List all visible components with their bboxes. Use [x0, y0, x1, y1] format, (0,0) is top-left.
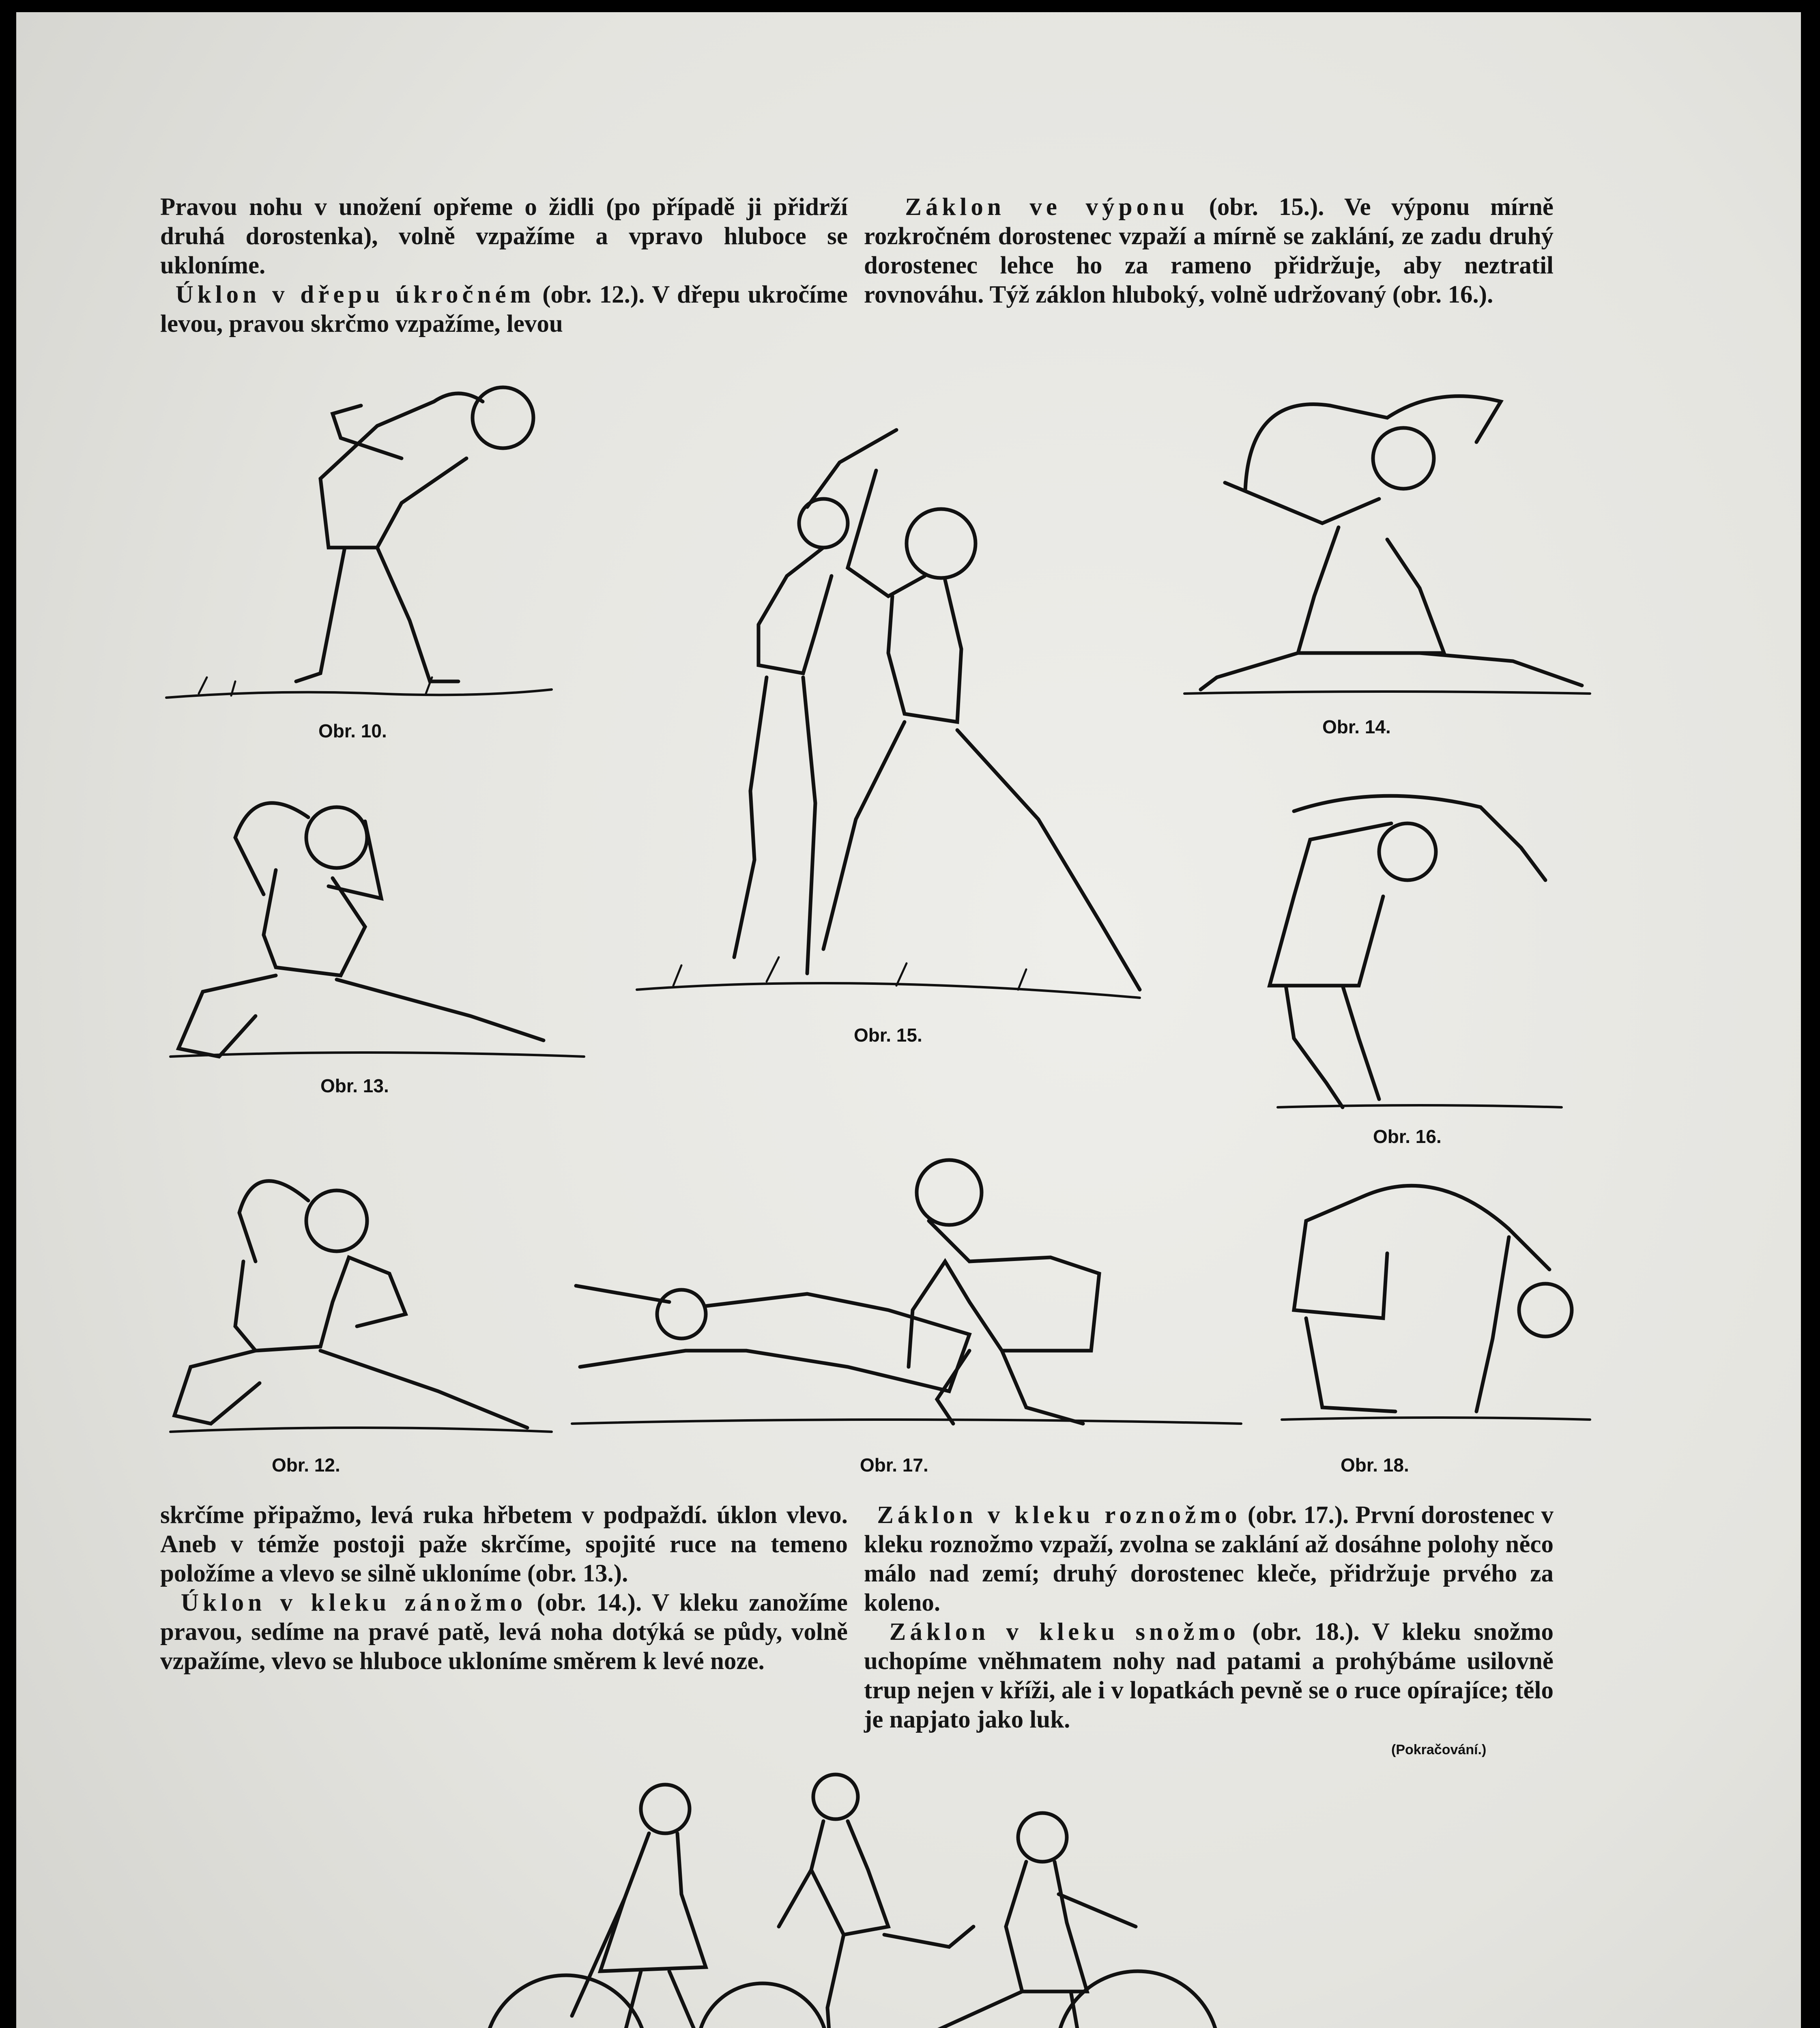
section-heading: Úklon v dřepu úkročném: [175, 281, 535, 308]
girls-with-hoops-illustration: [479, 1764, 1257, 2028]
figure-16-caption: Obr. 16.: [1373, 1126, 1442, 1147]
section-heading: Záklon ve výponu: [905, 193, 1188, 221]
figure-13-caption: Obr. 13.: [320, 1075, 389, 1096]
figure-12-illustration: [162, 1140, 560, 1448]
paragraph: [864, 1501, 1554, 1618]
figure-17-caption: Obr. 17.: [860, 1454, 928, 1476]
text-top-right: [864, 193, 1554, 309]
section-heading: Záklon v kleku snožmo: [889, 1618, 1240, 1646]
continuation-note: (Pokračování.): [1391, 1742, 1487, 1757]
figure-17-illustration: [564, 1140, 1249, 1448]
text-bottom-right: [864, 1501, 1554, 1734]
paragraph-text: (obr. 12.). V dřepu ukročíme levou, pravou skrčmo vzpažíme, levou: [160, 281, 848, 337]
paragraph: [864, 1618, 1554, 1734]
section-heading: Záklon v kleku roznožmo: [877, 1502, 1241, 1529]
page: [16, 12, 1801, 2028]
figure-18-illustration: [1266, 1148, 1598, 1440]
figure-10-caption: Obr. 10.: [318, 720, 387, 741]
figure-12-caption: Obr. 12.: [272, 1454, 340, 1476]
paragraph: Pravou nohu v unožení opřeme o židli (po případě ji přidrží druhá dorostenka), volně vzpažíme a vpravo hluboce se ukloníme.: [160, 193, 848, 279]
paragraph-text: (obr. 18.). V kleku snožmo uchopíme vněhmatem nohy nad patami a prohýbáme usilovně trup nejen v kříži, ale i v lopatkách pevně se o ruce opírajíce; tělo je napjato jako luk.: [864, 1618, 1554, 1733]
figure-16-illustration: [1237, 775, 1574, 1119]
section-heading: Úklon v kleku zánožmo: [180, 1589, 527, 1616]
text-bottom-left: [160, 1501, 848, 1676]
paragraph: [864, 193, 1554, 309]
figure-14-caption: Obr. 14.: [1322, 716, 1391, 737]
paragraph-text: (obr. 17.). První dorostenec v kleku roznožmo vzpaží, zvolna se zaklání až dosáhne polohy něco málo nad zemí; druhý dorostenec klečе, přidržuje prvého za koleno.: [864, 1502, 1554, 1616]
figure-14-illustration: [1176, 369, 1598, 706]
paragraph: [160, 1588, 848, 1676]
text-top-left: [160, 193, 848, 339]
figure-13-illustration: [154, 765, 592, 1069]
paragraph-text: (obr. 15.). Ve výponu mírně rozkročném dorostenec vzpaží a mírně se zaklání, ze zadu druhý dorostenec lehce ho za rameno přidržuje, aby neztratil rovnováhu. Týž záklon hluboký, volně udržovaný (obr. 16.).: [864, 193, 1554, 308]
figure-18-caption: Obr. 18.: [1341, 1454, 1409, 1476]
figure-10-illustration: [150, 357, 564, 714]
paragraph: [160, 280, 848, 339]
paragraph-text: (obr. 14.). V kleku zanožíme pravou, sedíme na pravé patě, levá noha dotýká se půdy, volně vzpažíme, vlevo se hluboce ukloníme směrem k levé noze.: [160, 1589, 848, 1675]
figure-15-illustration: [612, 414, 1156, 1010]
paragraph: skrčíme připažmo, levá ruka hřbetem v podpaždí. úklon vlevo. Aneb v témže postoji paže skrčíme, spojité ruce na temeno položíme a vlevo se silně ukloníme (obr. 13.).: [160, 1502, 848, 1587]
figure-15-caption: Obr. 15.: [854, 1025, 922, 1046]
